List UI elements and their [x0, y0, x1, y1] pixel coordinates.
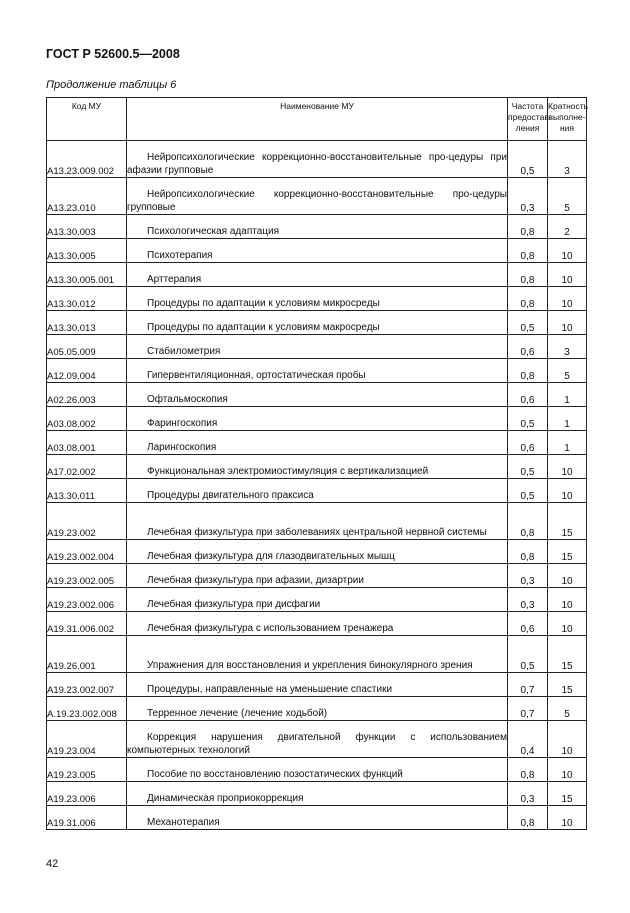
cell-name: [127, 636, 508, 673]
cell-frequency: 0,8: [508, 503, 548, 540]
cell-code: A19.26.001: [47, 636, 127, 673]
cell-name: [127, 407, 508, 431]
cell-frequency: 0,8: [508, 540, 548, 564]
table-row: [47, 697, 587, 721]
cell-frequency: 0,5: [508, 141, 548, 178]
cell-frequency: 0,3: [508, 564, 548, 588]
cell-name: [127, 239, 508, 263]
cell-name: [127, 215, 508, 239]
services-table: [46, 97, 587, 830]
table-row: [47, 782, 587, 806]
cell-code: A19.23.005: [47, 758, 127, 782]
cell-multiplicity: 10: [548, 287, 587, 311]
cell-multiplicity: 5: [548, 697, 587, 721]
cell-name-text: Пособие по восстановлению позостатических функций: [147, 768, 403, 780]
cell-multiplicity: 2: [548, 215, 587, 239]
cell-name: [127, 359, 508, 383]
cell-code: A19.23.002: [47, 503, 127, 540]
table-row: [47, 540, 587, 564]
cell-frequency: 0,5: [508, 455, 548, 479]
cell-frequency: 0,3: [508, 178, 548, 215]
column-header-name: Наименование МУ: [127, 98, 508, 141]
cell-frequency: 0,7: [508, 673, 548, 697]
table-row: [47, 141, 587, 178]
cell-name-text: Ларингоскопия: [147, 441, 217, 453]
table-row: [47, 311, 587, 335]
cell-code: A13.30.003: [47, 215, 127, 239]
cell-name: [127, 612, 508, 636]
cell-code: A19.31.006.002: [47, 612, 127, 636]
cell-name-text: Коррекция нарушения двигательной функции с использованием компьютерных технологий: [127, 732, 507, 756]
cell-name: [127, 721, 508, 758]
table-row: [47, 673, 587, 697]
table-row: [47, 431, 587, 455]
cell-frequency: 0,5: [508, 479, 548, 503]
cell-name-text: Арттерапия: [147, 273, 202, 285]
cell-multiplicity: 3: [548, 141, 587, 178]
cell-name-text: Лечебная физкультура с использованием тренажера: [147, 622, 394, 634]
cell-name-text: Процедуры по адаптации к условиям микросреды: [147, 297, 380, 309]
cell-multiplicity: 10: [548, 588, 587, 612]
cell-name: [127, 782, 508, 806]
cell-frequency: 0,6: [508, 612, 548, 636]
cell-multiplicity: 15: [548, 673, 587, 697]
cell-name-text: Функциональная электромиостимуляция с вертикализацией: [147, 465, 429, 477]
cell-multiplicity: 1: [548, 431, 587, 455]
column-header-frequency: Частота предостав-ления: [508, 98, 548, 141]
cell-frequency: 0,5: [508, 636, 548, 673]
cell-name: [127, 697, 508, 721]
cell-multiplicity: 10: [548, 806, 587, 830]
cell-multiplicity: 10: [548, 564, 587, 588]
table-row: [47, 287, 587, 311]
cell-name: [127, 588, 508, 612]
cell-multiplicity: 1: [548, 383, 587, 407]
cell-multiplicity: 5: [548, 359, 587, 383]
table-row: [47, 503, 587, 540]
cell-name-text: Нейропсихологические коррекционно-восстановительные про-цедуры при афазии групповые: [127, 152, 507, 176]
cell-multiplicity: 15: [548, 503, 587, 540]
cell-code: A13.23.009.002: [47, 141, 127, 178]
cell-name: [127, 540, 508, 564]
cell-name-text: Лечебная физкультура для глазодвигательных мышц: [147, 550, 395, 562]
cell-name: [127, 335, 508, 359]
cell-name: [127, 564, 508, 588]
cell-name-text: Стабилометрия: [147, 345, 221, 357]
cell-name-text: Лечебная физкультура при заболеваниях центральной нервной системы: [147, 526, 487, 538]
table-row: [47, 335, 587, 359]
cell-name-text: Лечебная физкультура при афазии, дизартрии: [147, 574, 364, 586]
table-row: [47, 263, 587, 287]
cell-name-text: Психотерапия: [147, 249, 213, 261]
cell-name-text: Процедуры, направленные на уменьшение спастики: [147, 683, 393, 695]
cell-multiplicity: 3: [548, 335, 587, 359]
table-body: [47, 141, 587, 830]
table-row: [47, 564, 587, 588]
cell-code: A05.05.009: [47, 335, 127, 359]
cell-name: [127, 431, 508, 455]
cell-code: A13.30.005.001: [47, 263, 127, 287]
cell-frequency: 0,6: [508, 383, 548, 407]
cell-code: A19.23.002.007: [47, 673, 127, 697]
table-row: [47, 359, 587, 383]
cell-name-text: Механотерапия: [147, 816, 220, 828]
cell-name-text: Гипервентиляционная, ортостатическая пробы: [147, 369, 366, 381]
cell-code: A17.02.002: [47, 455, 127, 479]
table-row: [47, 612, 587, 636]
cell-name: [127, 806, 508, 830]
table-caption: Продолжение таблицы 6: [46, 79, 177, 91]
cell-name-text: Терренное лечение (лечение ходьбой): [147, 707, 328, 719]
document-code: ГОСТ Р 52600.5—2008: [46, 47, 180, 61]
cell-frequency: 0,3: [508, 588, 548, 612]
cell-multiplicity: 10: [548, 455, 587, 479]
table-row: [47, 239, 587, 263]
cell-code: A12.09.004: [47, 359, 127, 383]
cell-frequency: 0,7: [508, 697, 548, 721]
cell-multiplicity: 10: [548, 479, 587, 503]
cell-name: [127, 141, 508, 178]
cell-code: A19.23.002.005: [47, 564, 127, 588]
cell-code: A19.23.002.004: [47, 540, 127, 564]
table-header-row: [47, 98, 587, 141]
cell-multiplicity: 15: [548, 540, 587, 564]
cell-name-text: Психологическая адаптация: [147, 225, 279, 237]
cell-frequency: 0,5: [508, 311, 548, 335]
cell-name-text: Фарингоскопия: [147, 417, 218, 429]
cell-frequency: 0,6: [508, 335, 548, 359]
cell-frequency: 0,8: [508, 239, 548, 263]
cell-code: A02.26.003: [47, 383, 127, 407]
column-header-multiplicity: Кратность выполне-ния: [548, 98, 587, 141]
cell-frequency: 0,8: [508, 263, 548, 287]
table-row: [47, 806, 587, 830]
cell-name-text: Нейропсихологические коррекционно-восстановительные про-цедуры групповые: [127, 189, 507, 213]
cell-multiplicity: 10: [548, 239, 587, 263]
cell-name-text: Процедуры двигательного праксиса: [147, 489, 314, 501]
cell-code: A19.23.006: [47, 782, 127, 806]
cell-name: [127, 287, 508, 311]
page-number: 42: [46, 858, 59, 870]
cell-code: A.19.23.002.008: [47, 697, 127, 721]
cell-multiplicity: 10: [548, 721, 587, 758]
cell-name: [127, 383, 508, 407]
cell-frequency: 0,6: [508, 431, 548, 455]
cell-name: [127, 503, 508, 540]
table-row: [47, 636, 587, 673]
cell-multiplicity: 15: [548, 782, 587, 806]
cell-multiplicity: 15: [548, 636, 587, 673]
cell-code: A19.23.004: [47, 721, 127, 758]
table-row: [47, 758, 587, 782]
table-row: [47, 588, 587, 612]
cell-multiplicity: 10: [548, 263, 587, 287]
cell-name-text: Офтальмоскопия: [147, 393, 228, 405]
cell-code: A03.08.001: [47, 431, 127, 455]
table-row: [47, 455, 587, 479]
table-row: [47, 407, 587, 431]
cell-multiplicity: 10: [548, 612, 587, 636]
table-row: [47, 383, 587, 407]
cell-name: [127, 758, 508, 782]
cell-name: [127, 311, 508, 335]
cell-frequency: 0,8: [508, 215, 548, 239]
cell-frequency: 0,8: [508, 806, 548, 830]
cell-name: [127, 263, 508, 287]
cell-code: A13.30.012: [47, 287, 127, 311]
cell-code: A13.30.011: [47, 479, 127, 503]
cell-name: [127, 178, 508, 215]
column-header-code: Код МУ: [47, 98, 127, 141]
cell-multiplicity: 1: [548, 407, 587, 431]
cell-name-text: Лечебная физкультура при дисфагии: [147, 598, 321, 610]
table-row: [47, 215, 587, 239]
cell-name-text: Динамическая проприокоррекция: [147, 792, 304, 804]
cell-multiplicity: 10: [548, 758, 587, 782]
cell-name: [127, 479, 508, 503]
cell-name-text: Процедуры по адаптации к условиям макросреды: [147, 321, 380, 333]
cell-code: A13.23.010: [47, 178, 127, 215]
cell-name-text: Упражнения для восстановления и укрепления бинокулярного зрения: [147, 659, 473, 671]
cell-multiplicity: 10: [548, 311, 587, 335]
cell-code: A19.31.006: [47, 806, 127, 830]
cell-frequency: 0,3: [508, 782, 548, 806]
cell-frequency: 0,8: [508, 359, 548, 383]
cell-multiplicity: 5: [548, 178, 587, 215]
table-row: [47, 479, 587, 503]
cell-code: A19.23.002.006: [47, 588, 127, 612]
table-row: [47, 721, 587, 758]
cell-frequency: 0,8: [508, 287, 548, 311]
cell-code: A13.30.005: [47, 239, 127, 263]
cell-code: A13.30.013: [47, 311, 127, 335]
cell-frequency: 0,8: [508, 758, 548, 782]
table-row: [47, 178, 587, 215]
cell-code: A03.08.002: [47, 407, 127, 431]
cell-frequency: 0,4: [508, 721, 548, 758]
cell-name: [127, 673, 508, 697]
cell-frequency: 0,5: [508, 407, 548, 431]
cell-name: [127, 455, 508, 479]
